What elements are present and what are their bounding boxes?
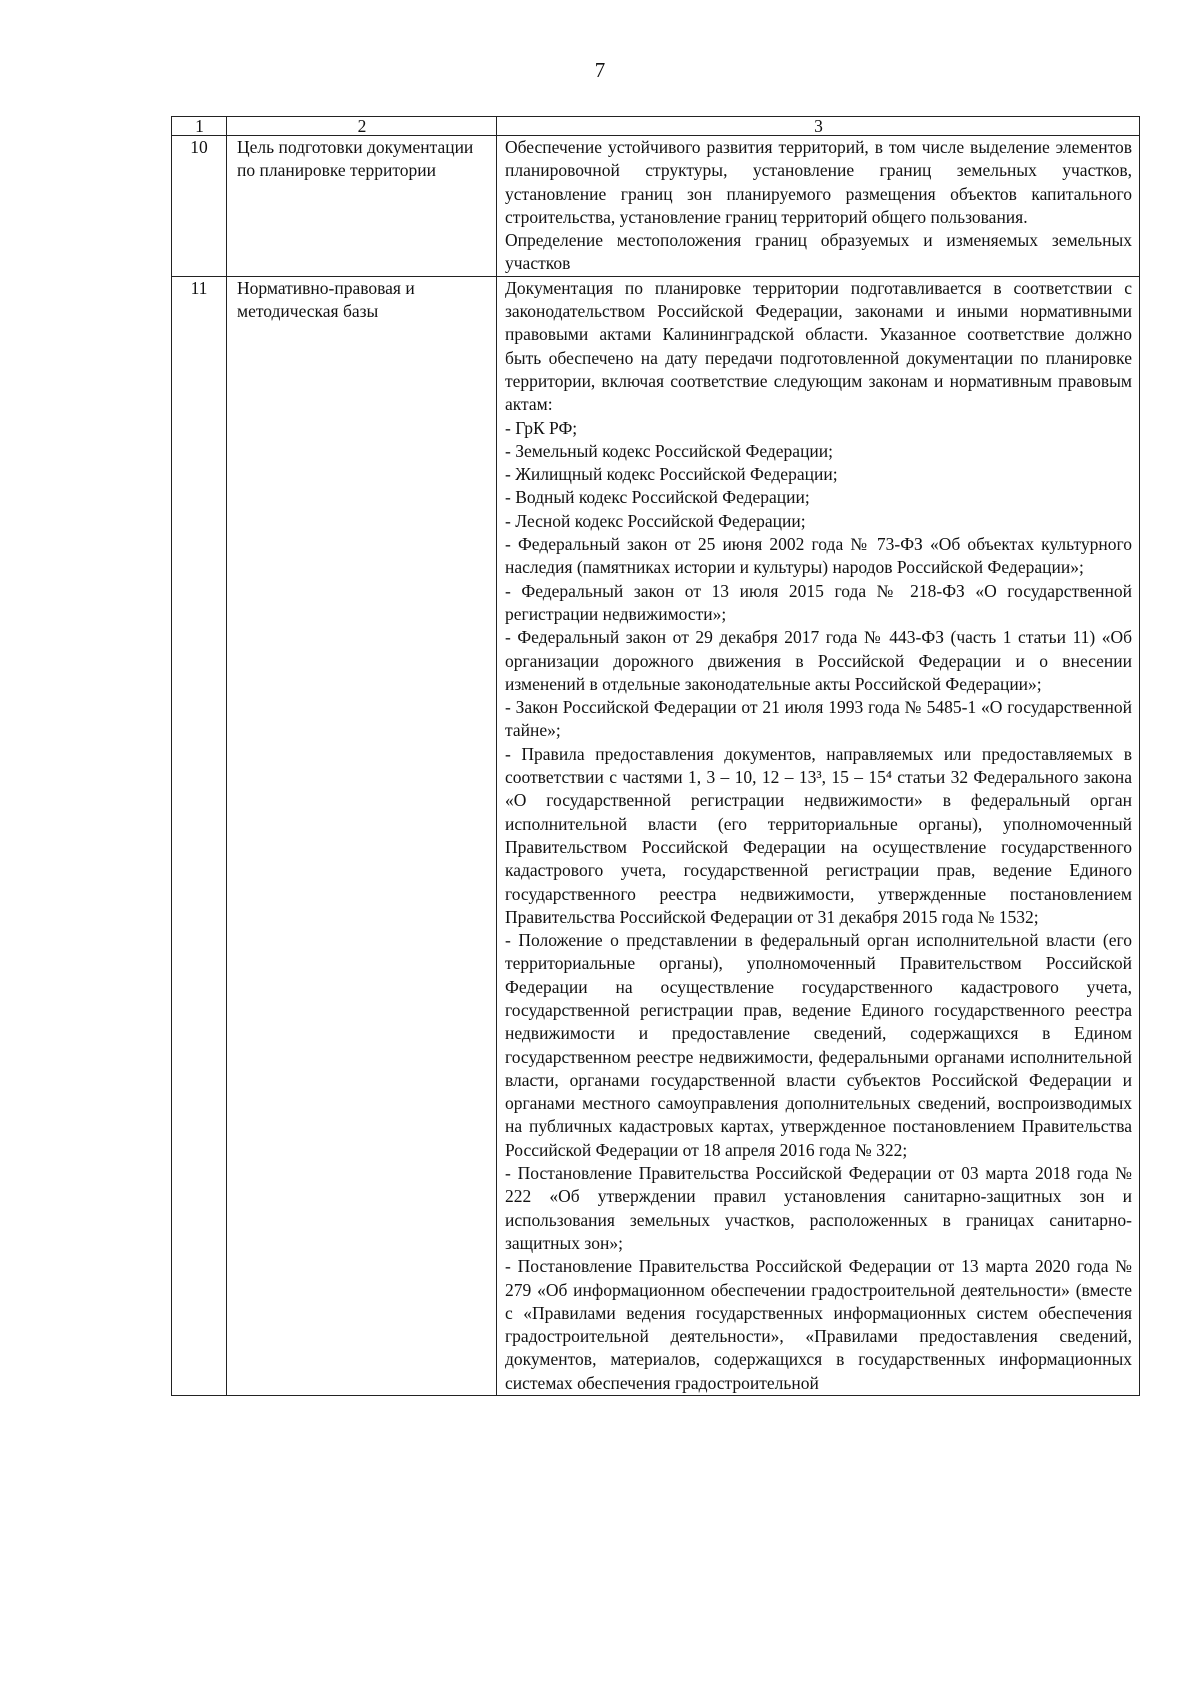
row-number: 11 bbox=[172, 276, 227, 1395]
page-number: 7 bbox=[594, 58, 606, 82]
list-item: - Закон Российской Федерации от 21 июля 1993 года № 5485-1 «О государственной тайне»; bbox=[505, 697, 1132, 741]
list-item: - Жилищный кодекс Российской Федерации; bbox=[505, 464, 838, 485]
list-item: - Постановление Правительства Российской Федерации от 03 марта 2018 года № 222 «Об утверждении правил установления санитарно-защитных зон и использования земельных участков, расположенных в границах санитарно-защитных зон»; bbox=[505, 1163, 1132, 1253]
list-item: - Лесной кодекс Российской Федерации; bbox=[505, 510, 806, 531]
list-item: - ГрК РФ; bbox=[505, 417, 578, 438]
table-row bbox=[172, 276, 1140, 1395]
list-item: - Постановление Правительства Российской Федерации от 13 марта 2020 года № 279 «Об информационном обеспечении градостроительной деятельности» (вместе с «Правилами ведения государственных информационных систем обеспечения градостроительной деятельности», «Правилами предоставления сведений, документов, материалов, содержащихся в государственных информационных системах обеспечения градостроительной bbox=[505, 1256, 1132, 1393]
list-item: - Земельный кодекс Российской Федерации; bbox=[505, 440, 834, 461]
list-item: - Водный кодекс Российской Федерации; bbox=[505, 487, 810, 508]
content-paragraph: Документация по планировке территории подготавливается в соответствии с законодательством Российской Федерации, законами и иными нормативными правовыми актами Калининградской области. Указанное соответствие должно быть обеспечено на дату передачи подготовленной документации по планировке территории, включая соответствие следующим законам и нормативным правовым актам: bbox=[505, 277, 1132, 415]
content-paragraph: Обеспечение устойчивого развития территорий, в том числе выделение элементов планировочной структуры, установление границ земельных участков, установление границ зон планируемого размещения объектов капитального строительства, установление границ территорий общего пользования. bbox=[505, 137, 1132, 227]
list-item: - Федеральный закон от 13 июля 2015 года № 218-ФЗ «О государственной регистрации недвижимости»; bbox=[505, 580, 1132, 624]
content-paragraph: Определение местоположения границ образуемых и изменяемых земельных участков bbox=[505, 230, 1132, 274]
table-row bbox=[172, 136, 1140, 277]
row-content bbox=[497, 136, 1140, 277]
header-col-1: 1 bbox=[172, 117, 227, 136]
row-content bbox=[497, 276, 1140, 1395]
requirements-table bbox=[171, 116, 1140, 1396]
header-col-2: 2 bbox=[227, 117, 497, 136]
list-item: - Федеральный закон от 25 июня 2002 года № 73-ФЗ «Об объектах культурного наследия (памятниках истории и культуры) народов Российской Федерации»; bbox=[505, 534, 1132, 578]
row-title: Цель подготовки документации по планировке территории bbox=[227, 136, 497, 277]
list-item: - Правила предоставления документов, направляемых или предоставляемых в соответствии с частями 1, 3 – 10, 12 – 13³, 15 – 15⁴ статьи 32 Федерального закона «О государственной регистрации недвижимости» в федеральный орган исполнительной власти (его территориальные органы), уполномоченный Правительством Российской Федерации на осуществление государственного кадастрового учета, государственной регистрации прав, ведение Единого государственного реестра недвижимости, утвержденные постановлением Правительства Российской Федерации от 31 декабря 2015 года № 1532; bbox=[505, 743, 1132, 927]
list-item: - Федеральный закон от 29 декабря 2017 года № 443-ФЗ (часть 1 статьи 11) «Об организации дорожного движения в Российской Федерации и о внесении изменений в отдельные законодательные акты Российской Федерации»; bbox=[505, 627, 1132, 694]
table-header-row bbox=[172, 117, 1140, 136]
row-number: 10 bbox=[172, 136, 227, 277]
list-item: - Положение о представлении в федеральный орган исполнительной власти (его территориальные органы), уполномоченный Правительством Российской Федерации на осуществление государственного кадастрового учета, государственной регистрации прав, ведение Единого государственного реестра недвижимости и предоставление сведений, содержащихся в Едином государственном реестре недвижимости, федеральными органами исполнительной власти, органами государственной власти субъектов Российской Федерации и органами местного самоуправления дополнительных сведений, воспроизводимых на публичных кадастровых картах, утвержденное постановлением Правительства Российской Федерации от 18 апреля 2016 года № 322; bbox=[505, 930, 1132, 1160]
row-title: Нормативно-правовая и методическая базы bbox=[227, 276, 497, 1395]
header-col-3: 3 bbox=[497, 117, 1140, 136]
